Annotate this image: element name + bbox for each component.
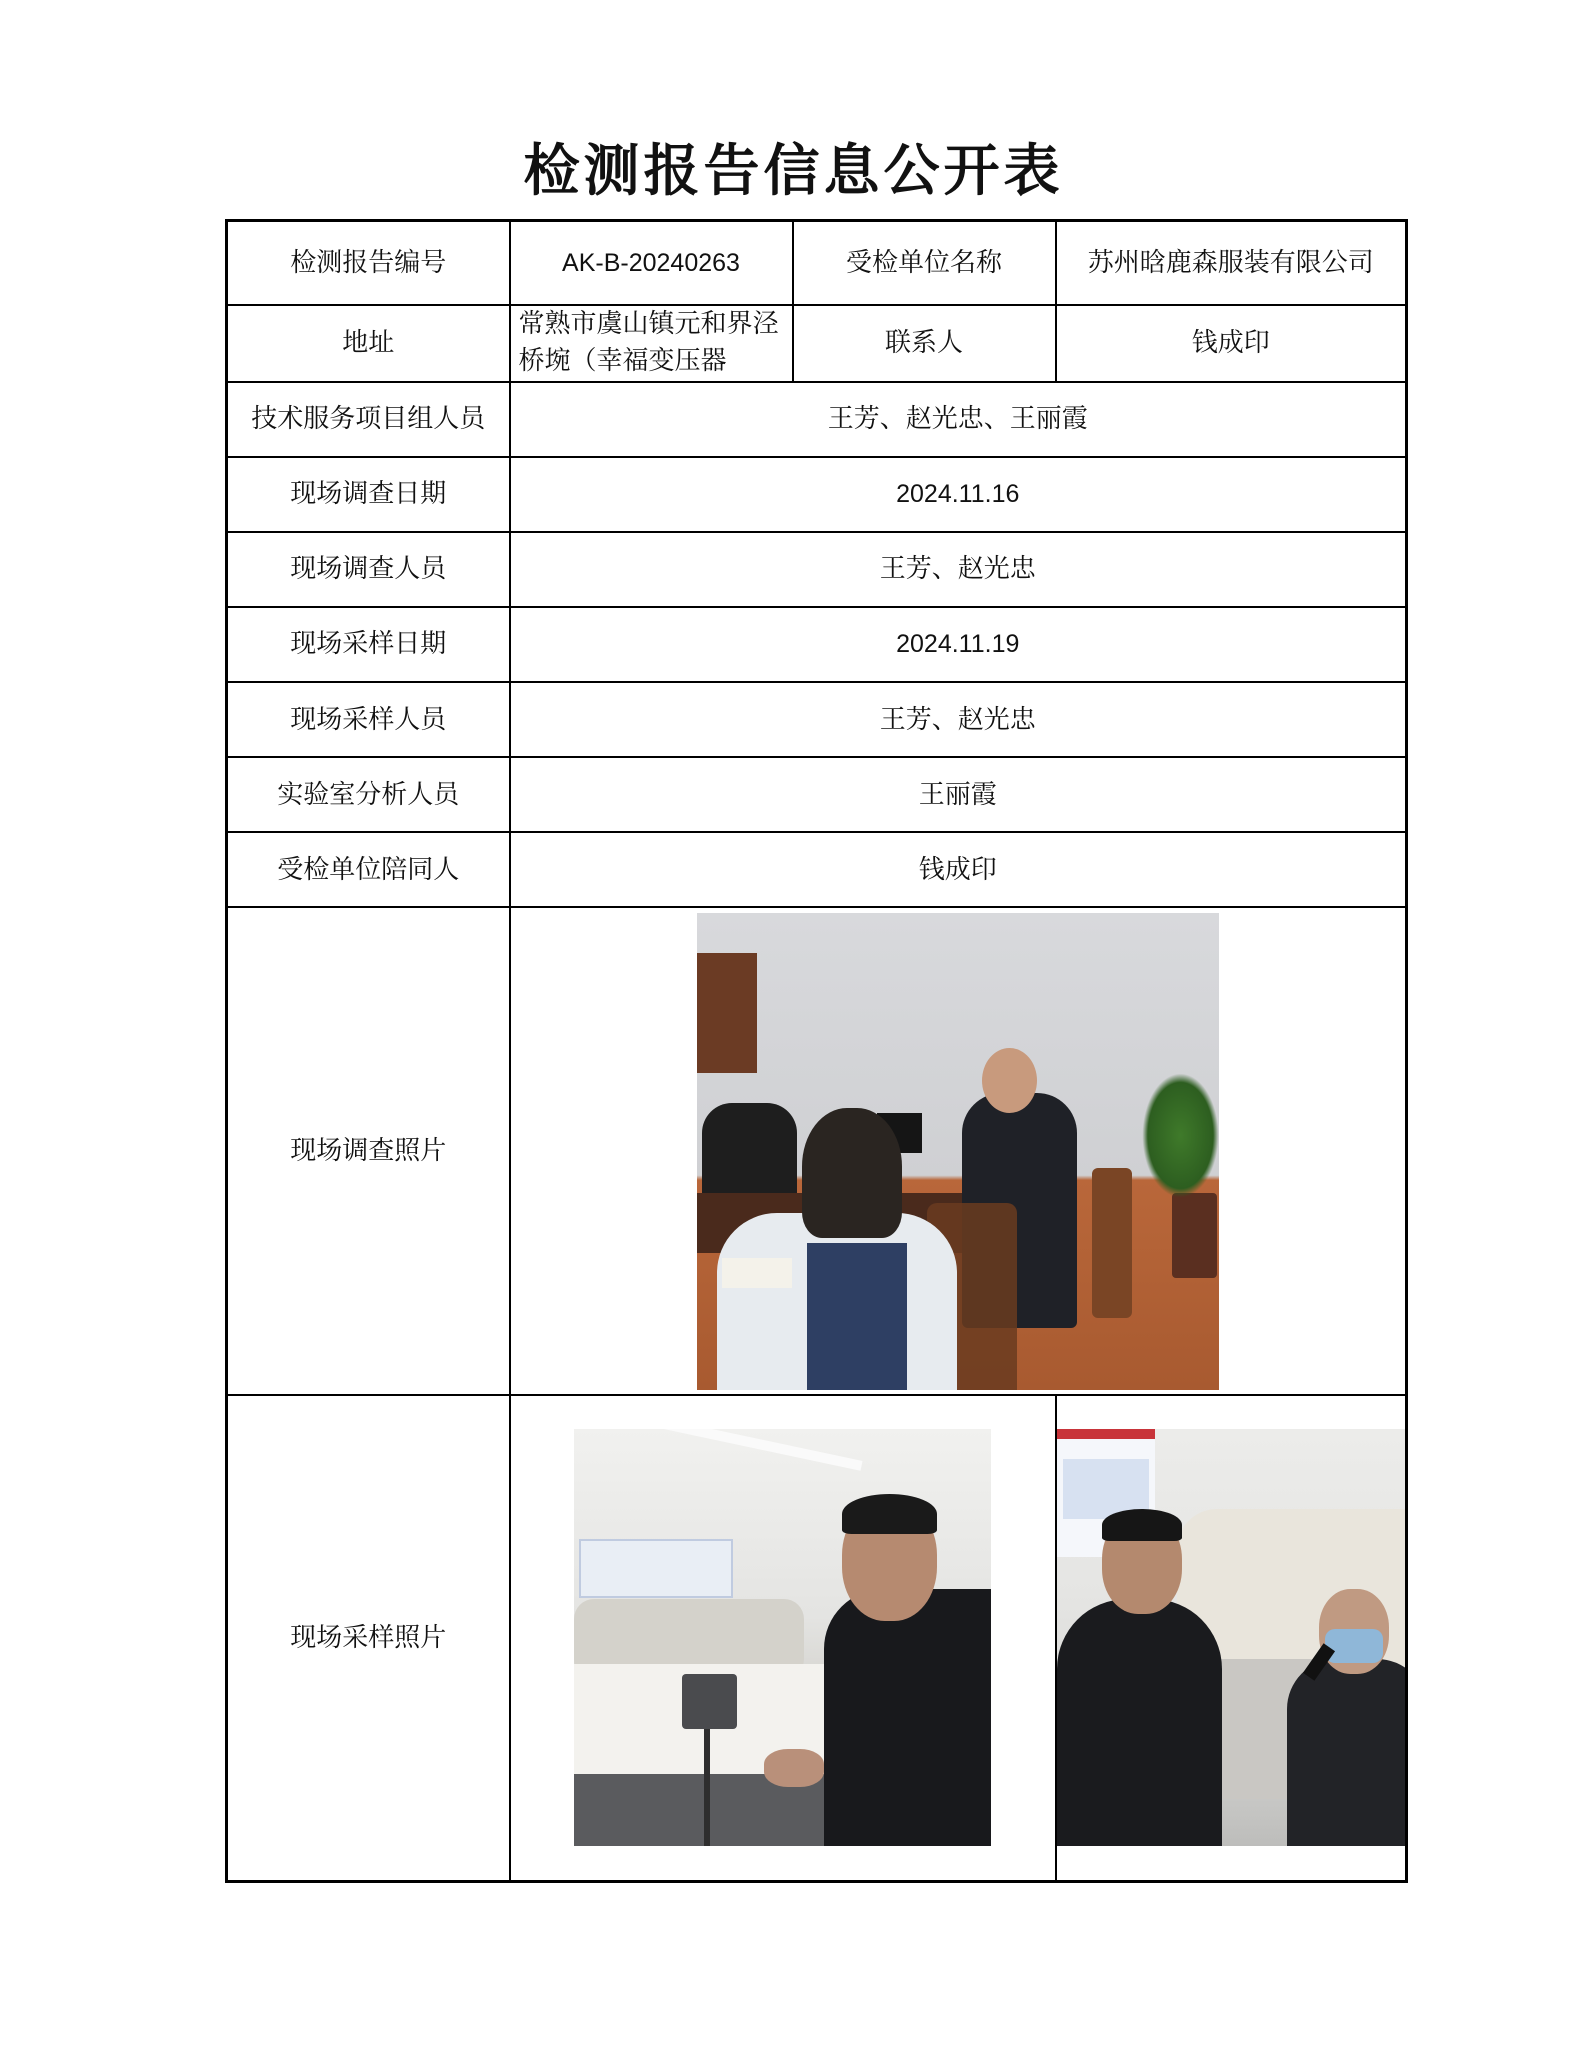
team-label: 技术服务项目组人员	[227, 382, 510, 457]
lab-staff-value: 王丽霞	[510, 757, 1407, 832]
sampling-staff-value: 王芳、赵光忠	[510, 682, 1407, 757]
tripod-leg-shape	[704, 1729, 710, 1846]
ceiling-light-shape	[635, 1429, 862, 1471]
sampling-photo-label: 现场采样照片	[227, 1395, 510, 1882]
man-hand-shape	[764, 1749, 824, 1787]
sampling-staff-label: 现场采样人员	[227, 682, 510, 757]
survey-staff-label: 现场调查人员	[227, 532, 510, 607]
left-man-jacket-shape	[1057, 1599, 1222, 1846]
survey-photo-label: 现场调查照片	[227, 907, 510, 1395]
team-value: 王芳、赵光忠、王丽霞	[510, 382, 1407, 457]
survey-staff-value: 王芳、赵光忠	[510, 532, 1407, 607]
contact-value: 钱成印	[1056, 305, 1407, 382]
report-info-table	[225, 219, 1408, 1883]
sampling-date-label: 现场采样日期	[227, 607, 510, 682]
address-label: 地址	[227, 305, 510, 382]
sampling-photo-right-cell	[1056, 1395, 1407, 1882]
right-man-jacket-shape	[1287, 1659, 1407, 1846]
survey-photo-cell	[510, 907, 1407, 1395]
man-hair-shape	[842, 1494, 937, 1534]
page-title: 检测报告信息公开表	[523, 139, 1064, 204]
unit-name-label: 受检单位名称	[793, 221, 1056, 305]
office-meeting-photo	[697, 913, 1219, 1390]
escort-value: 钱成印	[510, 832, 1407, 907]
survey-date-value: 2024.11.16	[510, 457, 1407, 532]
plant-leaves-shape	[1142, 1073, 1219, 1198]
man-black-jacket-shape	[824, 1589, 991, 1846]
plant-pot-shape	[1172, 1193, 1217, 1278]
papers-shape	[722, 1258, 792, 1288]
left-man-hair-shape	[1102, 1509, 1182, 1541]
sampling-date-value: 2024.11.19	[510, 607, 1407, 682]
unit-name-value: 苏州晗鹿森服装有限公司	[1056, 221, 1407, 305]
wall-poster-shape	[579, 1539, 733, 1598]
jacket-panel-shape	[807, 1243, 907, 1390]
escort-label: 受检单位陪同人	[227, 832, 510, 907]
workshop-measurement-photo	[1057, 1429, 1407, 1846]
report-no-value: AK-B-20240263	[510, 221, 793, 305]
contact-label: 联系人	[793, 305, 1056, 382]
sampling-photo-left-cell	[510, 1395, 1056, 1882]
workshop-sampling-photo	[574, 1429, 991, 1846]
person-hair-shape	[802, 1108, 902, 1238]
sampling-instrument-shape	[682, 1674, 737, 1729]
report-no-label: 检测报告编号	[227, 221, 510, 305]
wooden-chair-back-shape	[1092, 1168, 1132, 1318]
person-head-shape	[982, 1048, 1037, 1113]
address-cell	[510, 305, 793, 382]
face-mask-shape	[1325, 1629, 1383, 1663]
bookshelf-shape	[697, 953, 757, 1073]
address-value: 常熟市虞山镇元和界泾桥埦（幸福变压器	[518, 309, 779, 377]
lab-staff-label: 实验室分析人员	[227, 757, 510, 832]
survey-date-label: 现场调查日期	[227, 457, 510, 532]
